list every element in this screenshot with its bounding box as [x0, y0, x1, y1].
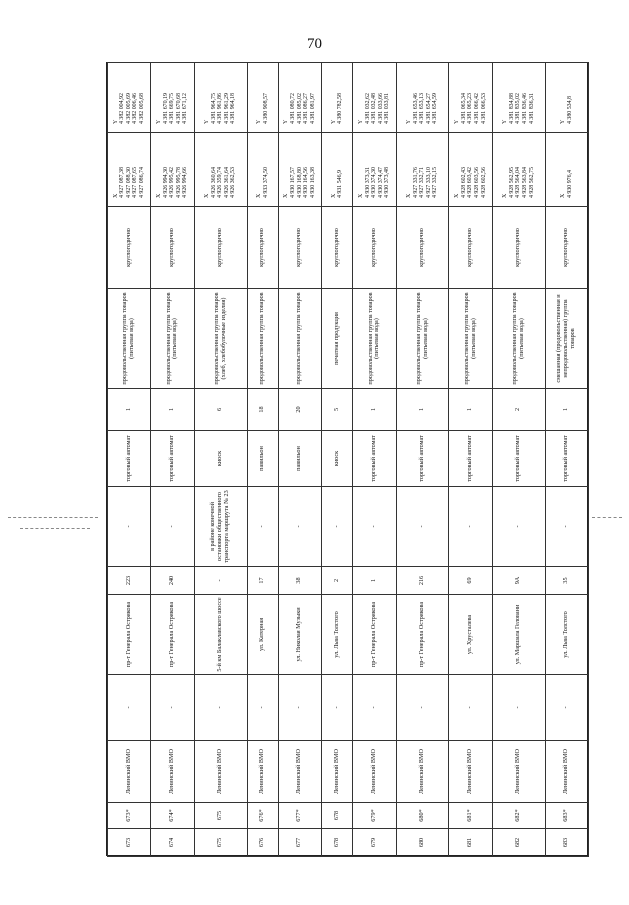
table-row	[194, 63, 247, 857]
cell-specialization: продовольственная группа товаров (хлеб, хлебобулочные изделия)	[194, 289, 247, 389]
cell-area: 20	[278, 389, 321, 431]
cell-area: 1	[396, 389, 449, 431]
cell-area: 1	[151, 389, 194, 431]
cell-num: 683	[545, 829, 588, 857]
cell-landmark: -	[247, 487, 278, 567]
cell-x: X 4 928 602,43 4 928 603,42 4 928 603,56 4 928 602,56	[449, 133, 492, 207]
cell-area: 2	[492, 389, 545, 431]
cell-x: X 4 928 562,95 4 928 564,04 4 928 563,84 4 928 562,75	[492, 133, 545, 207]
cell-shape: круглогодично	[492, 207, 545, 289]
cell-num: 676	[247, 829, 278, 857]
cell-street: ул. Катерная	[247, 595, 278, 675]
cell-district: Ленинский ВМО	[322, 741, 353, 803]
cell-settlement: -	[247, 675, 278, 741]
cell-district: Ленинский ВМО	[492, 741, 545, 803]
cell-street: пр-т Генерала Острякова	[108, 595, 151, 675]
cell-type: торговый автомат	[492, 431, 545, 487]
cell-landmark: -	[353, 487, 396, 567]
cell-code: 673*	[108, 803, 151, 829]
cell-code: 677*	[278, 803, 321, 829]
cell-area: 1	[545, 389, 588, 431]
cell-specialization: продовольственная группа товаров (питьевая вода)	[353, 289, 396, 389]
cell-x: X 4 931 546,9	[322, 133, 353, 207]
cell-specialization: печатная продукция	[322, 289, 353, 389]
cell-type: торговый автомат	[108, 431, 151, 487]
cell-shape: круглогодично	[278, 207, 321, 289]
cell-house: 240	[151, 567, 194, 595]
cell-district: Ленинский ВМО	[151, 741, 194, 803]
cell-code: 679*	[353, 803, 396, 829]
cell-house: 1	[353, 567, 396, 595]
cell-num: 679	[353, 829, 396, 857]
cell-area: 1	[353, 389, 396, 431]
cell-x: X 4 926 360,64 4 926 359,74 4 926 361,64 4 926 362,53	[194, 133, 247, 207]
page-number: 70	[307, 36, 322, 52]
rotated-table-container	[106, 62, 588, 856]
table-row	[108, 63, 151, 857]
cell-specialization: продовольственная группа товаров	[247, 289, 278, 389]
cell-district: Ленинский ВМО	[194, 741, 247, 803]
cell-code: 674*	[151, 803, 194, 829]
scan-artifact-line	[20, 528, 90, 529]
cell-x: X 4 930 167,57 4 930 168,80 4 930 164,56 4 930 163,38	[278, 133, 321, 207]
cell-num: 680	[396, 829, 449, 857]
cell-type: торговый автомат	[449, 431, 492, 487]
cell-num: 681	[449, 829, 492, 857]
cell-shape: круглогодично	[151, 207, 194, 289]
cell-street: пр-т Генерала Острякова	[396, 595, 449, 675]
cell-settlement: -	[353, 675, 396, 741]
cell-shape: круглогодично	[449, 207, 492, 289]
cell-district: Ленинский ВМО	[449, 741, 492, 803]
cell-house: 216	[396, 567, 449, 595]
cell-house: 17	[247, 567, 278, 595]
cell-district: Ленинский ВМО	[108, 741, 151, 803]
cell-area: 1	[108, 389, 151, 431]
cell-settlement: -	[545, 675, 588, 741]
cell-street: 5-й км Балаклавского шоссе	[194, 595, 247, 675]
cell-y: Y 4 380 908,57	[247, 63, 278, 133]
cell-house: 2	[322, 567, 353, 595]
cell-district: Ленинский ВМО	[247, 741, 278, 803]
cell-y: Y 4 381 032,62 4 381 032,48 4 381 033,66 4 381 033,81	[353, 63, 396, 133]
cell-code: 682*	[492, 803, 545, 829]
cell-code: 678	[322, 803, 353, 829]
trade-locations-table	[107, 62, 589, 857]
cell-district: Ленинский ВМО	[353, 741, 396, 803]
table-row	[278, 63, 321, 857]
cell-street: пр-т Генерала Острякова	[151, 595, 194, 675]
cell-landmark: -	[396, 487, 449, 567]
cell-y: Y 4 381 670,19 4 381 669,75 4 381 670,68 4 381 671,12	[151, 63, 194, 133]
cell-street: ул. Хрусталева	[449, 595, 492, 675]
table-row	[396, 63, 449, 857]
cell-house: 38	[278, 567, 321, 595]
cell-num: 675	[194, 829, 247, 857]
table-row	[449, 63, 492, 857]
cell-num: 677	[278, 829, 321, 857]
cell-type: павильон	[247, 431, 278, 487]
cell-street: ул. Льва Толстого	[545, 595, 588, 675]
cell-street: ул. Маршала Геловани	[492, 595, 545, 675]
cell-specialization: продовольственная группа товаров (питьевая вода)	[108, 289, 151, 389]
cell-y: Y 4 380 782,58	[322, 63, 353, 133]
cell-y: Y 4 381 065,34 4 381 065,23 4 381 066,42 4 381 066,53	[449, 63, 492, 133]
cell-num: 674	[151, 829, 194, 857]
cell-x: X 4 930 373,31 4 930 374,30 4 930 374,47 4 930 373,48	[353, 133, 396, 207]
cell-landmark: -	[449, 487, 492, 567]
cell-code: 680*	[396, 803, 449, 829]
cell-house: -	[194, 567, 247, 595]
cell-district: Ленинский ВМО	[278, 741, 321, 803]
cell-specialization: продовольственная группа товаров (питьевая вода)	[396, 289, 449, 389]
cell-landmark: -	[322, 487, 353, 567]
cell-area: 1	[449, 389, 492, 431]
cell-x: X 4 926 994,30 4 926 995,42 4 926 995,78 4 926 994,66	[151, 133, 194, 207]
cell-type: киоск	[322, 431, 353, 487]
cell-street: ул. Льва Толстого	[322, 595, 353, 675]
cell-settlement: -	[194, 675, 247, 741]
cell-landmark: -	[151, 487, 194, 567]
cell-shape: круглогодично	[247, 207, 278, 289]
cell-y: Y 4 380 534,8	[545, 63, 588, 133]
table-row	[247, 63, 278, 857]
cell-y: Y 4 381 653,46 4 381 653,13 4 381 654,27 4 381 654,59	[396, 63, 449, 133]
cell-area: 6	[194, 389, 247, 431]
cell-shape: круглогодично	[353, 207, 396, 289]
cell-num: 678	[322, 829, 353, 857]
cell-landmark: -	[108, 487, 151, 567]
table-row	[545, 63, 588, 857]
cell-landmark: -	[492, 487, 545, 567]
cell-landmark: в районе конечной остановки общественного транспорта маршрута № 23	[194, 487, 247, 567]
cell-shape: круглогодично	[545, 207, 588, 289]
cell-settlement: -	[151, 675, 194, 741]
cell-type: киоск	[194, 431, 247, 487]
cell-settlement: -	[108, 675, 151, 741]
cell-shape: круглогодично	[108, 207, 151, 289]
cell-type: торговый автомат	[545, 431, 588, 487]
cell-settlement: -	[396, 675, 449, 741]
scan-artifact-line	[8, 517, 98, 518]
cell-specialization: смешанная (продовольственная и непродовольственная) группа товаров	[545, 289, 588, 389]
cell-landmark: -	[545, 487, 588, 567]
cell-specialization: продовольственная группа товаров (питьевая вода)	[449, 289, 492, 389]
cell-street: ул. Николая Музыки	[278, 595, 321, 675]
table-row	[353, 63, 396, 857]
cell-x: X 4 927 087,38 4 927 088,30 4 927 087,65 4 927 086,74	[108, 133, 151, 207]
cell-district: Ленинский ВМО	[396, 741, 449, 803]
cell-street: пр-т Генерала Острякова	[353, 595, 396, 675]
cell-area: 5	[322, 389, 353, 431]
cell-x: X 4 930 976,4	[545, 133, 588, 207]
cell-y: Y 4 381 834,88 4 381 835,02 4 381 836,46 4 381 836,31	[492, 63, 545, 133]
cell-house: 223	[108, 567, 151, 595]
cell-district: Ленинский ВМО	[545, 741, 588, 803]
cell-shape: круглогодично	[194, 207, 247, 289]
scan-artifact-line	[592, 517, 622, 518]
cell-code: 681*	[449, 803, 492, 829]
cell-shape: круглогодично	[396, 207, 449, 289]
cell-y: Y 4 381 080,72 4 381 085,02 4 381 086,27 4 381 081,97	[278, 63, 321, 133]
cell-specialization: продовольственная группа товаров (питьевая вода)	[492, 289, 545, 389]
cell-code: 676*	[247, 803, 278, 829]
cell-y: Y 4 382 004,92 4 382 005,69 4 382 006,46 4 382 005,68	[108, 63, 151, 133]
table-row	[322, 63, 353, 857]
table-row	[151, 63, 194, 857]
cell-settlement: -	[278, 675, 321, 741]
cell-num: 673	[108, 829, 151, 857]
cell-house: 9А	[492, 567, 545, 595]
cell-specialization: продовольственная группа товаров	[278, 289, 321, 389]
cell-settlement: -	[492, 675, 545, 741]
cell-type: павильон	[278, 431, 321, 487]
cell-landmark: -	[278, 487, 321, 567]
cell-house: 69	[449, 567, 492, 595]
cell-type: торговый автомат	[396, 431, 449, 487]
cell-area: 18	[247, 389, 278, 431]
cell-x: X 4 927 331,76 4 927 332,71 4 927 333,10 4 927 332,15	[396, 133, 449, 207]
cell-shape: круглогодично	[322, 207, 353, 289]
cell-y: Y 4 381 964,75 4 381 961,86 4 381 961,29 4 381 964,18	[194, 63, 247, 133]
cell-specialization: продовольственная группа товаров (питьевая вода)	[151, 289, 194, 389]
cell-x: X 4 933 374,50	[247, 133, 278, 207]
table-row	[492, 63, 545, 857]
cell-settlement: -	[322, 675, 353, 741]
cell-house: 35	[545, 567, 588, 595]
cell-settlement: -	[449, 675, 492, 741]
cell-type: торговый автомат	[151, 431, 194, 487]
cell-code: 683*	[545, 803, 588, 829]
cell-code: 675	[194, 803, 247, 829]
cell-num: 682	[492, 829, 545, 857]
cell-type: торговый автомат	[353, 431, 396, 487]
